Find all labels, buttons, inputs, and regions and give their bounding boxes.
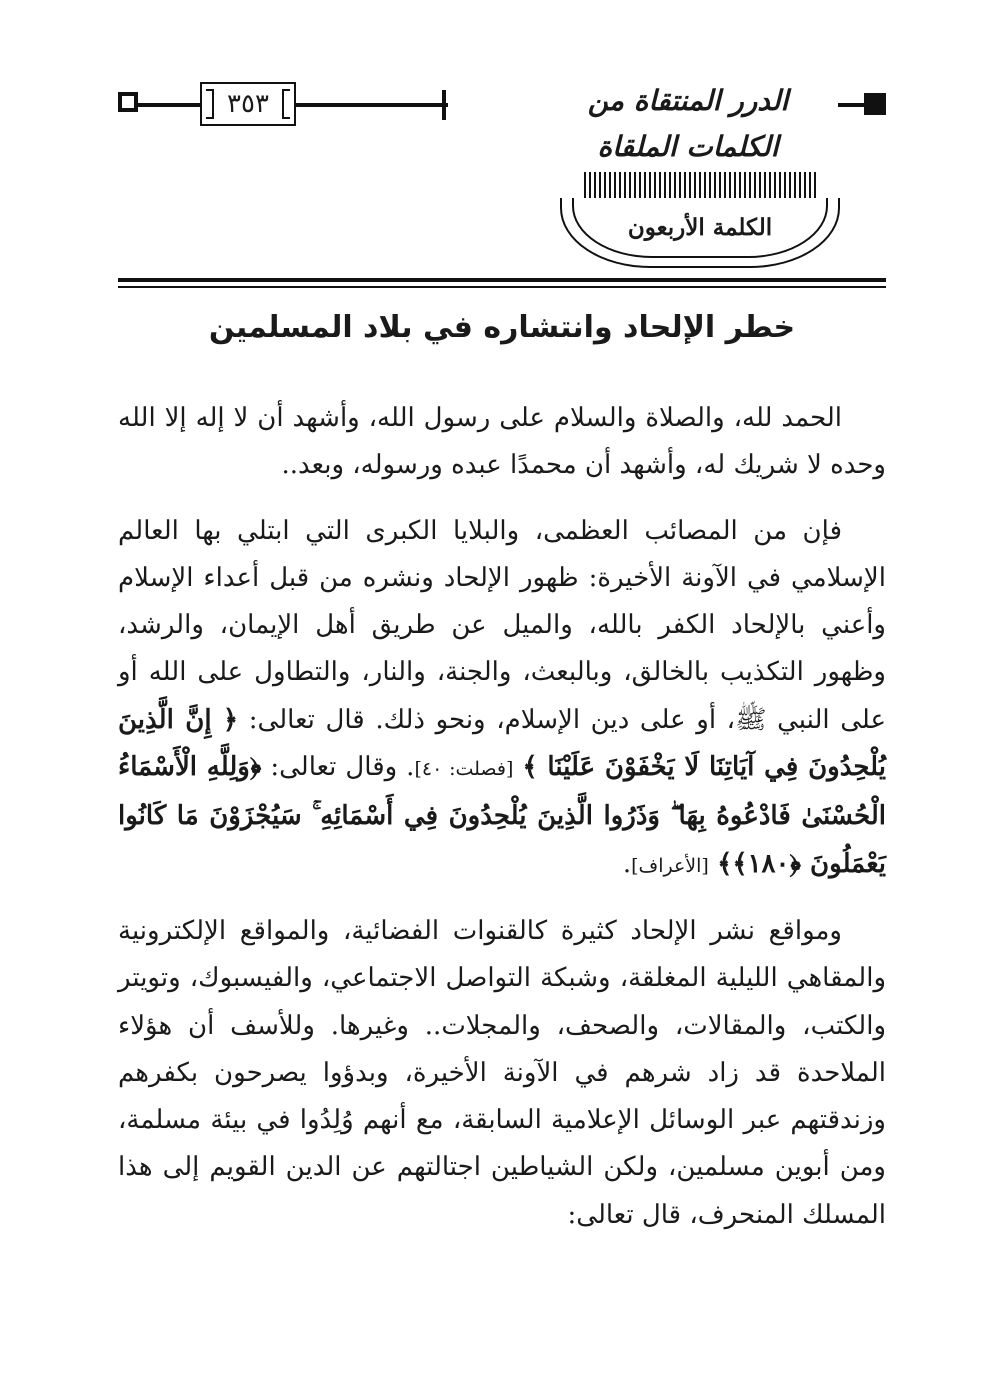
paragraph-2-mid: . وقال تعالى: — [270, 752, 415, 783]
paragraph-2-end: . — [622, 848, 632, 879]
paragraph-intro: الحمد لله، والصلاة والسلام على رسول الله، وأشهد أن لا إله إلا الله وحده لا شريك له، وأشهد أن محمدًا عبده ورسوله، وبعد.. — [118, 403, 886, 481]
header-rule-middle — [294, 103, 448, 107]
book-title: الدرر المنتقاة من الكلمات الملقاة — [538, 78, 838, 124]
header-rule-left — [134, 103, 204, 107]
verse-reference: [فصلت: ٤٠] — [414, 758, 514, 781]
page-number: ٣٥٣ — [200, 82, 296, 126]
body-text — [118, 395, 886, 1239]
paragraph-2-text: فإن من المصائب العظمى، والبلايا الكبرى التي ابتلي بها العالم الإسلامي في الآونة الأخيرة: ظهور الإلحاد ونشره من قبل أعداء الإسلام وأعني بالإلحاد الكفر بالله، والميل عن طريق أهل الإيمان، والرشد، وظهور التكذيب بالخالق، وبالبعث، والجنة، والنار، والتطاول على الله أو على النبي ﷺ، أو على دين الإسلام، ونحو ذلك. قال تعالى: — [118, 515, 887, 735]
quran-verse: ﴿وَلِلَّهِ الْأَسْمَاءُ الْحُسْنَىٰ فَادْعُوهُ بِهَا ۖ وَذَرُوا الَّذِينَ يُلْحِدُونَ فِي أَسْمَائِهِ ۚ سَيُجْزَوْنَ مَا كَانُوا يَعْمَلُونَ ﴿١٨٠﴾﴾ — [118, 752, 886, 879]
paragraph-3: ومواقع نشر الإلحاد كثيرة كالقنوات الفضائية، والمواقع الإلكترونية والمقاهي الليلية المغلقة، وشبكة التواصل الاجتماعي، والفيسبوك، وتويتر والكتب، والمقالات، والصحف، والمجلات.. وغيرها. وللأسف أن هؤلاء الملاحدة قد زاد شرهم في الآونة الأخيرة، وبدؤوا يصرحون بكفرهم وزندقتهم عبر الوسائل الإعلامية السابقة، مع أنهم وُلِدُوا في بيئة مسلمة، ومن أبوين مسلمين، ولكن الشياطين اجتالتهم عن الدين القويم إلى هذا المسلك المنحرف، قال تعالى: — [118, 915, 886, 1230]
chapter-label: الكلمة الأربعون — [572, 198, 828, 258]
page-header — [118, 82, 886, 163]
quran-verse: ﴿ إِنَّ الَّذِينَ يُلْحِدُونَ فِي آيَاتِنَا لَا يَخْفَوْنَ عَلَيْنَا ﴾ — [118, 704, 886, 783]
chapter-badge — [560, 172, 840, 270]
header-ornament-square-filled — [864, 93, 886, 115]
badge-frame — [560, 198, 840, 268]
page-title: خطر الإلحاد وانتشاره في بلاد المسلمين — [208, 310, 796, 345]
verse-reference: [الأعراف] — [631, 854, 709, 877]
header-divider-mark — [442, 90, 446, 120]
title-rule-thick — [118, 278, 886, 282]
title-rule-thin — [118, 286, 886, 288]
paragraph-2 — [118, 508, 886, 890]
header-ornament-square-outline — [118, 92, 138, 112]
